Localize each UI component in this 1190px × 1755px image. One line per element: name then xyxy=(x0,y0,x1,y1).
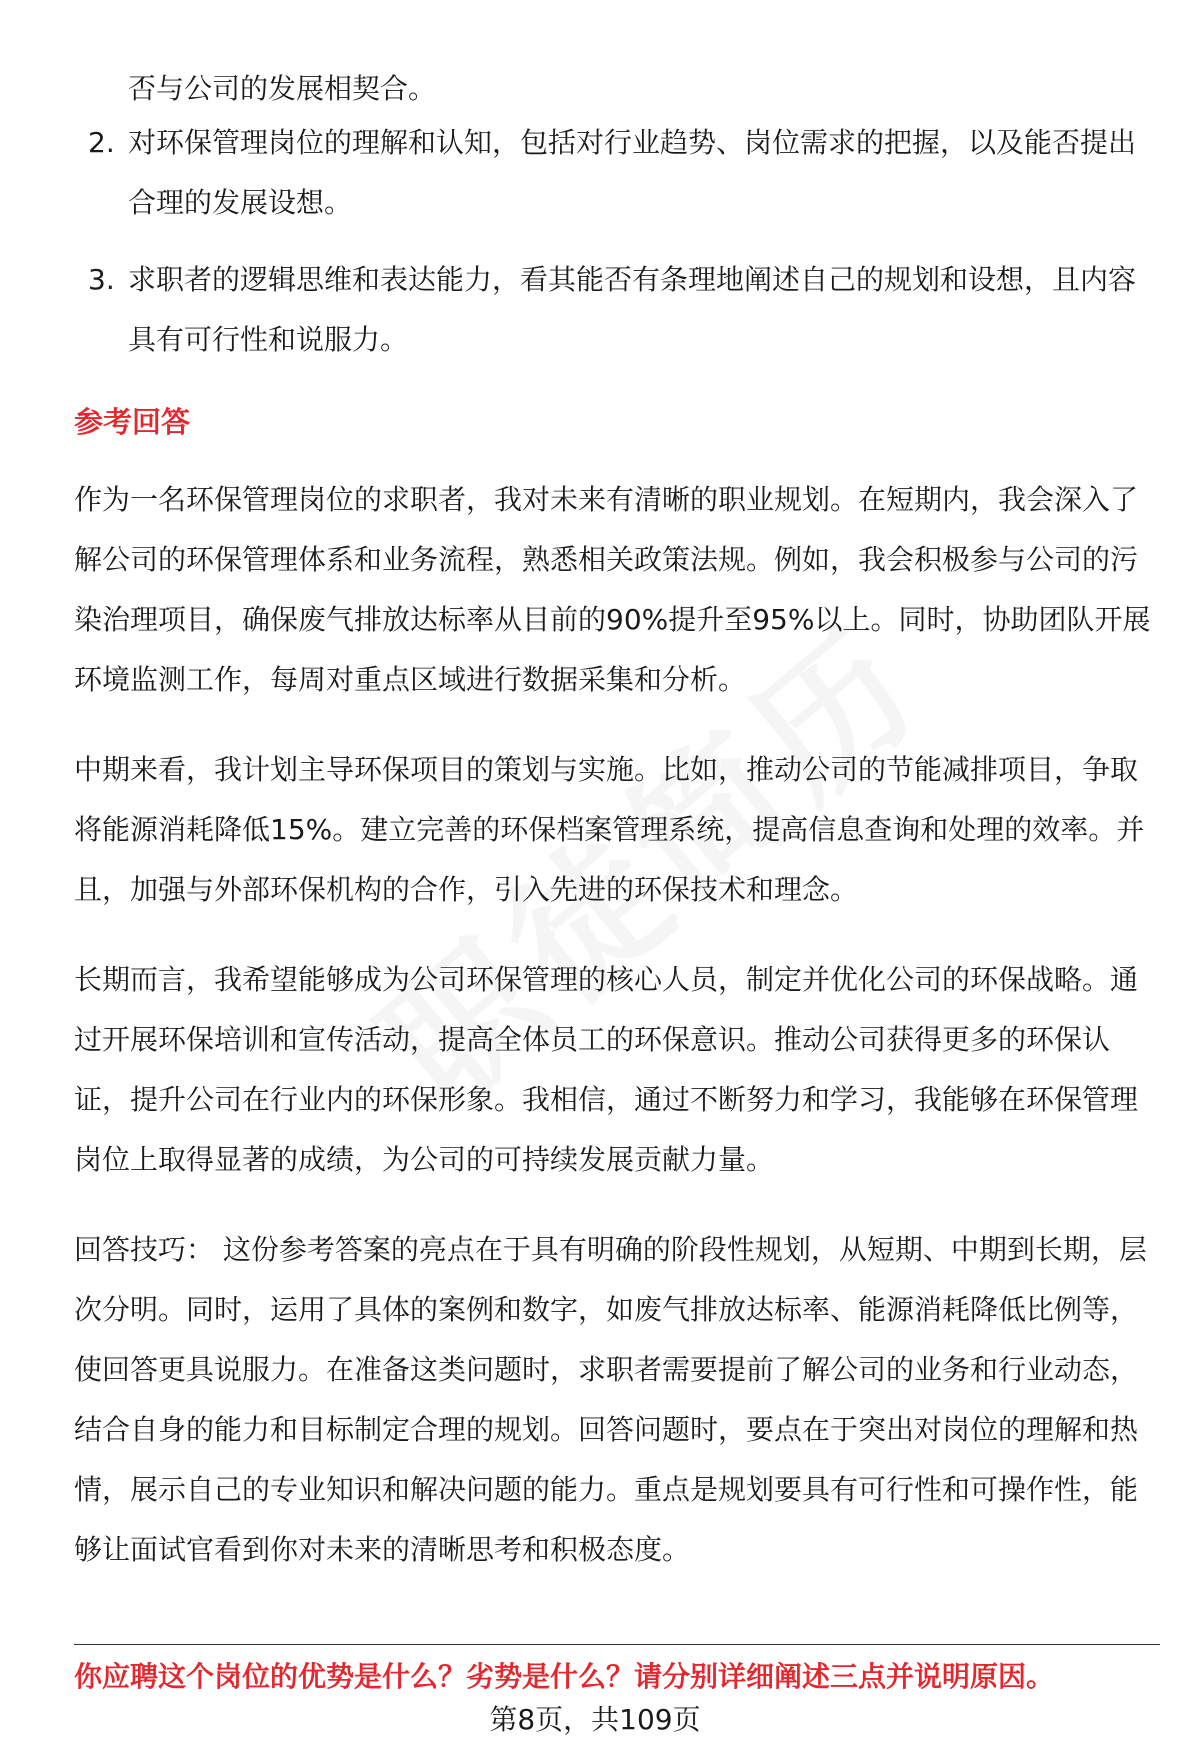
list-item-text: 求职者的逻辑思维和表达能力，看其能否有条理地阐述自己的规划和设想，且内容具有可行性和说服力。 xyxy=(128,263,1137,356)
answer-paragraph-mid-term: 中期来看，我计划主导环保项目的策划与实施。比如，推动公司的节能减排项目，争取将能源消耗降低15%。建立完善的环保档案管理系统，提高信息查询和处理的效率。并且，加强与外部环保机构的合作，引入先进的环保技术和理念。 xyxy=(74,753,1145,906)
answer-tips-paragraph: 回答技巧： 这份参考答案的亮点在于具有明确的阶段性规划，从短期、中期到长期，层次分明。同时，运用了具体的案例和数字，如废气排放达标率、能源消耗降低比例等，使回答更具说服力。在准备这类问题时，求职者需要提前了解公司的业务和行业动态，结合自身的能力和目标制定合理的规划。回答问题时，要点在于突出对岗位的理解和热情，展示自己的专业知识和解决问题的能力。重点是规划要具有可行性和可操作性，能够让面试官看到你对未来的清晰思考和积极态度。 xyxy=(74,1233,1147,1566)
list-item xyxy=(74,113,1160,233)
next-question: 你应聘这个岗位的优势是什么？劣势是什么？请分别详细阐述三点并说明原因。 xyxy=(74,1660,1055,1693)
list-item xyxy=(74,250,1160,370)
list-item-number: 2. xyxy=(88,126,115,159)
list-item-text: 对环保管理岗位的理解和认知，包括对行业趋势、岗位需求的把握，以及能否提出合理的发展设想。 xyxy=(128,126,1137,219)
list-item-continuation: 否与公司的发展相契合。 xyxy=(128,72,437,105)
divider xyxy=(74,1644,1160,1645)
answer-paragraph-short-term: 作为一名环保管理岗位的求职者，我对未来有清晰的职业规划。在短期内，我会深入了解公司的环保管理体系和业务流程，熟悉相关政策法规。例如，我会积极参与公司的污染治理项目，确保废气排放达标率从目前的90%提升至95%以上。同时，协助团队开展环境监测工作，每周对重点区域进行数据采集和分析。 xyxy=(74,483,1151,696)
section-heading: 参考回答 xyxy=(74,405,191,439)
answer-paragraph-long-term: 长期而言，我希望能够成为公司环保管理的核心人员，制定并优化公司的环保战略。通过开展环保培训和宣传活动，提高全体员工的环保意识。推动公司获得更多的环保认证，提升公司在行业内的环保形象。我相信，通过不断努力和学习，我能够在环保管理岗位上取得显著的成绩，为公司的可持续发展贡献力量。 xyxy=(74,963,1139,1176)
page-number: 第8页，共109页 xyxy=(489,1703,701,1736)
list-item-number: 3. xyxy=(88,263,115,296)
